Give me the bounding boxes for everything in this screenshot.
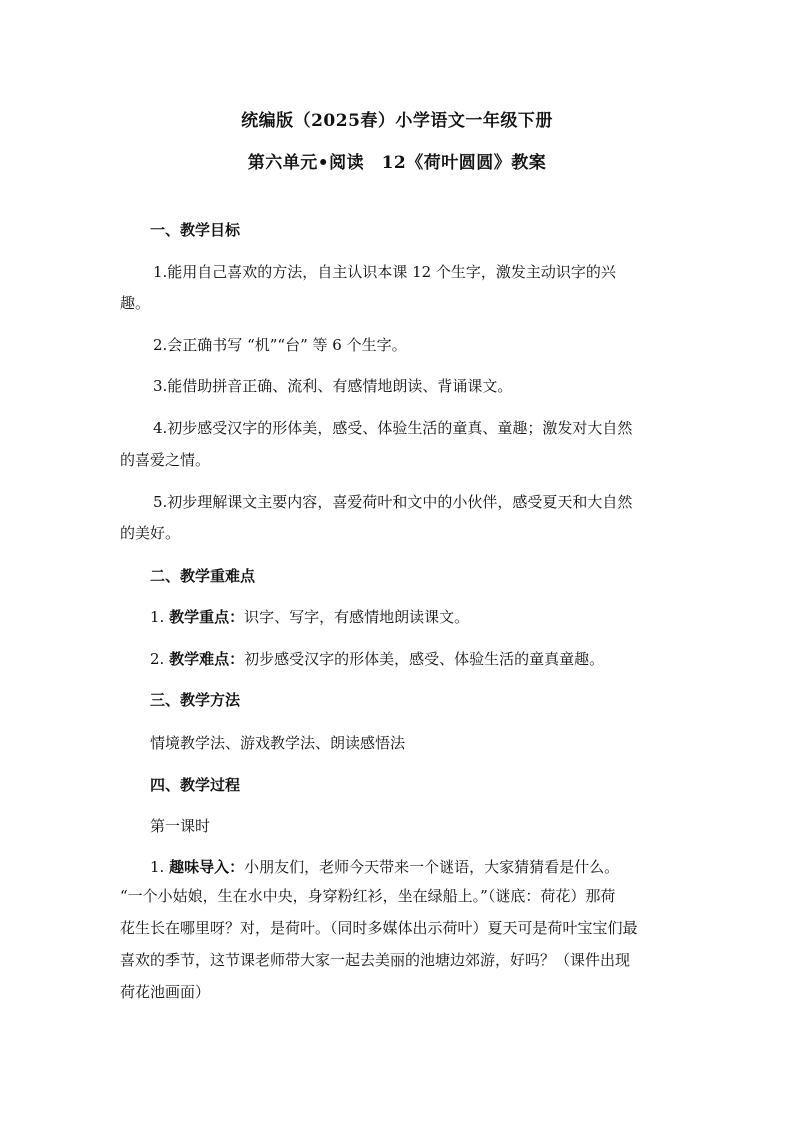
key-point-1-number: 1. bbox=[150, 608, 165, 626]
objective-4-line-1: 4.初步感受汉字的形体美，感受、体验生活的童真、童趣；激发对大自然 bbox=[153, 419, 633, 437]
section-heading-key-points: 二、教学重难点 bbox=[150, 567, 256, 585]
step-1-text: 小朋友们，老师今天带来一个谜语，大家猜猜看是什么。 bbox=[244, 858, 620, 876]
key-point-1 bbox=[150, 607, 710, 627]
methods-text: 情境教学法、游戏教学法、朗读感悟法 bbox=[150, 734, 406, 752]
step-1-line-2: “一个小姑娘，生在水中央，身穿粉红衫，坐在绿船上。”（谜底：荷花）那荷 bbox=[120, 887, 616, 905]
key-point-2 bbox=[150, 649, 710, 669]
key-point-1-text: 识字、写字，有感情地朗读课文。 bbox=[244, 608, 470, 626]
step-1-line-5: 荷花池画面） bbox=[120, 983, 211, 1001]
step-1-number: 1. bbox=[150, 858, 165, 876]
section-heading-process: 四、教学过程 bbox=[150, 776, 241, 794]
objective-2: 2.会正确书写 “机”“台” 等 6 个生字。 bbox=[153, 336, 407, 354]
step-1-line-3: 花生长在哪里呀？对，是荷叶。（同时多媒体出示荷叶）夏天可是荷叶宝宝们最 bbox=[120, 919, 638, 937]
lesson-label: 第一课时 bbox=[150, 817, 211, 835]
key-point-1-label: 教学重点： bbox=[169, 608, 245, 626]
objective-3: 3.能借助拼音正确、流利、有感情地朗读、背诵课文。 bbox=[153, 377, 513, 395]
document-subtitle: 第六单元•阅读 12《荷叶圆圆》教案 bbox=[247, 153, 547, 173]
key-point-2-label: 教学难点： bbox=[169, 650, 245, 668]
objective-1-line-1: 1.能用自己喜欢的方法，自主认识本课 12 个生字，激发主动识字的兴 bbox=[153, 263, 616, 281]
step-1-label: 趣味导入： bbox=[169, 858, 245, 876]
step-1-line-4: 喜欢的季节，这节课老师带大家一起去美丽的池塘边郊游，好吗？（课件出现 bbox=[120, 951, 631, 969]
section-heading-methods: 三、教学方法 bbox=[150, 691, 241, 709]
objective-4-line-2: 的喜爱之情。 bbox=[120, 451, 211, 469]
section-heading-objectives: 一、教学目标 bbox=[150, 221, 241, 239]
objective-5-line-2: 的美好。 bbox=[120, 524, 181, 542]
objective-1-line-2: 趣。 bbox=[120, 294, 151, 312]
document-title: 统编版（2025春）小学语文一年级下册 bbox=[241, 111, 553, 131]
objective-5-line-1: 5.初步理解课文主要内容，喜爱荷叶和文中的小伙伴，感受夏天和大自然 bbox=[153, 493, 633, 511]
key-point-2-text: 初步感受汉字的形体美，感受、体验生活的童真童趣。 bbox=[244, 650, 605, 668]
key-point-2-number: 2. bbox=[150, 650, 165, 668]
step-1-line-1 bbox=[150, 857, 710, 877]
